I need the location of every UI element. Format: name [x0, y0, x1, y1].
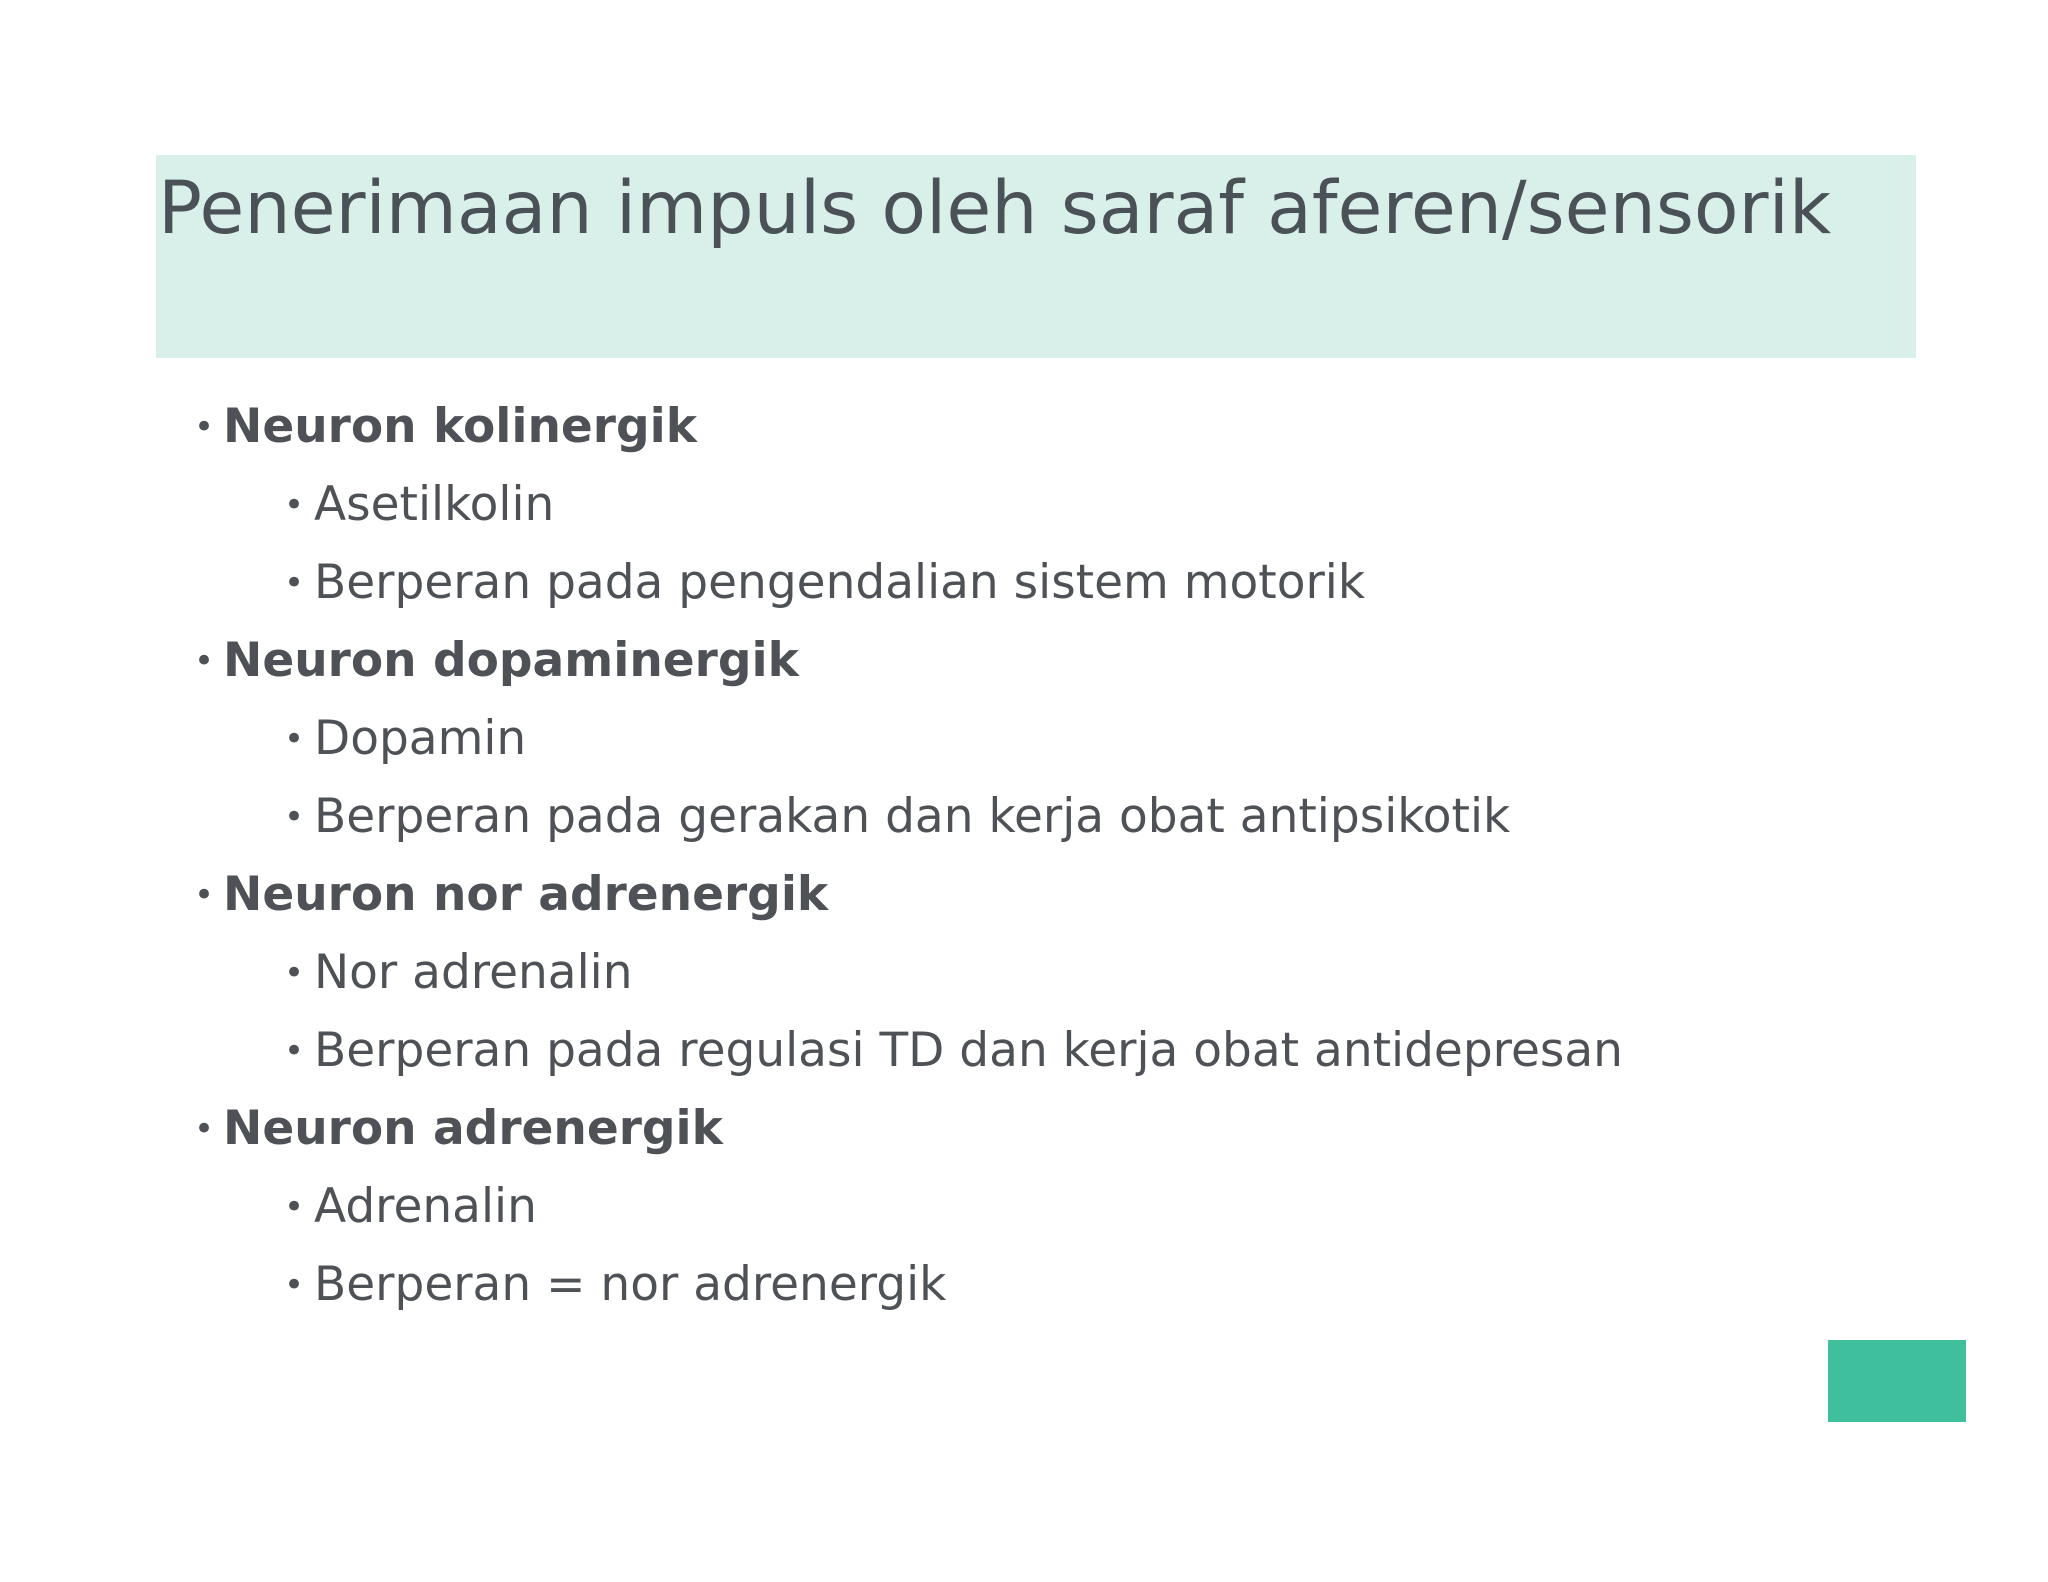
list-item-sub: [0, 934, 2048, 1012]
list-item-heading-text: Neuron adrenergik: [223, 1101, 723, 1156]
list-item-sub-text: Dopamin: [314, 711, 527, 766]
bullet-icon: •: [194, 875, 215, 915]
bullet-icon: •: [194, 1109, 215, 1149]
list-item-heading: [0, 856, 2048, 934]
list-item-sub-text: Berperan pada regulasi TD dan kerja obat antidepresan: [314, 1023, 1623, 1078]
list-item-sub-text: Adrenalin: [314, 1179, 537, 1234]
bullet-icon: •: [194, 407, 215, 447]
list-item-heading-text: Neuron nor adrenergik: [223, 867, 829, 922]
list-item-heading: [0, 1090, 2048, 1168]
bullet-icon: •: [284, 485, 305, 525]
list-item-heading-text: Neuron dopaminergik: [223, 633, 799, 688]
list-item-sub-text: Berperan = nor adrenergik: [314, 1257, 947, 1312]
bullet-icon: •: [284, 1031, 305, 1071]
bullet-icon: •: [284, 797, 305, 837]
list-item-sub: [0, 700, 2048, 778]
list-item-sub: [0, 1012, 2048, 1090]
slide-title: Penerimaan impuls oleh saraf aferen/sensorik: [158, 166, 1832, 251]
list-item-sub: [0, 466, 2048, 544]
bullet-icon: •: [284, 563, 305, 603]
list-item-heading-text: Neuron kolinergik: [223, 399, 697, 454]
list-item-sub-text: Nor adrenalin: [314, 945, 633, 1000]
list-item-heading: [0, 622, 2048, 700]
bullet-icon: •: [284, 953, 305, 993]
list-item-sub-text: Asetilkolin: [314, 477, 555, 532]
list-item-sub: [0, 1246, 2048, 1324]
bullet-icon: •: [284, 1265, 305, 1305]
bullet-icon: •: [284, 1187, 305, 1227]
list-item-sub: [0, 1168, 2048, 1246]
list-item-sub-text: Berperan pada pengendalian sistem motorik: [314, 555, 1366, 610]
accent-block: [1828, 1340, 1966, 1422]
bullet-icon: •: [194, 641, 215, 681]
bullet-list: [0, 388, 2048, 1324]
list-item-sub-text: Berperan pada gerakan dan kerja obat antipsikotik: [314, 789, 1511, 844]
list-item-sub: [0, 778, 2048, 856]
bullet-icon: •: [284, 719, 305, 759]
list-item-heading: [0, 388, 2048, 466]
list-item-sub: [0, 544, 2048, 622]
